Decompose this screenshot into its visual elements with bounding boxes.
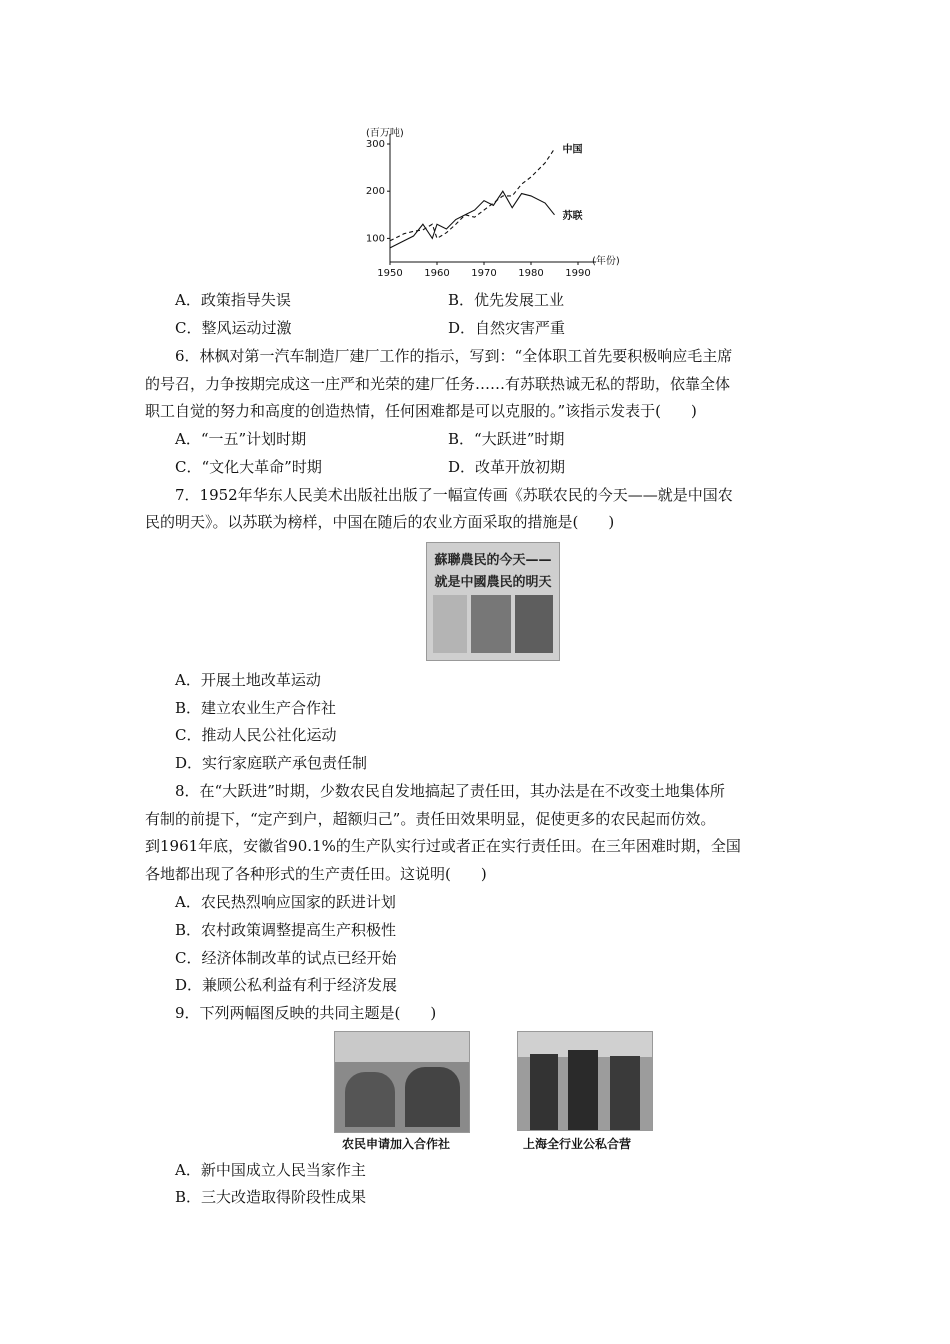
- y-tick-label: 300: [365, 139, 385, 150]
- q7-option-a[interactable]: A．开展土地改革运动: [175, 671, 321, 689]
- q9-option-a[interactable]: A．新中国成立人民当家作主: [175, 1161, 366, 1179]
- q8-stem-line: 8．在“大跃进”时期，少数农民自发地搞起了责任田，其办法是在不改变土地集体所: [175, 782, 725, 800]
- q7-option-d[interactable]: D．实行家庭联产承包责任制: [175, 754, 368, 772]
- q9-stem-line: 9．下列两幅图反映的共同主题是( ): [175, 1004, 437, 1022]
- q5-option-c[interactable]: C．整风运动过激: [175, 319, 292, 337]
- x-tick-label: 1960: [424, 268, 450, 279]
- poster-text-column: [433, 595, 467, 653]
- q8-option-d[interactable]: D．兼顾公私利益有利于经济发展: [175, 976, 398, 994]
- poster-title-line: 蘇聯農民的今天——: [434, 553, 552, 568]
- x-tick-label: 1950: [377, 268, 403, 279]
- q8-option-a[interactable]: A．农民热烈响应国家的跃进计划: [175, 893, 396, 911]
- poster-title-line: 就是中國農民的明天: [434, 575, 552, 590]
- x-tick-label: 1970: [471, 268, 497, 279]
- poster-photo: [471, 595, 511, 653]
- q8-option-b[interactable]: B．农村政策调整提高生产积极性: [175, 921, 397, 939]
- q5-option-d[interactable]: D．自然灾害严重: [448, 319, 566, 337]
- q5-option-b[interactable]: B．优先发展工业: [448, 291, 565, 309]
- series-line-china: [390, 149, 555, 241]
- poster-photo: [515, 595, 553, 653]
- left-photo-caption: 农民申请加入合作社: [342, 1137, 451, 1151]
- q6-stem-line: 职工自觉的努力和高度的创造热情，任何困难都是可以克服的。”该指示发表于( ): [145, 402, 697, 420]
- right-photo-caption: 上海全行业公私合营: [523, 1137, 632, 1151]
- series-line-ussr: [390, 191, 555, 248]
- q6-option-c[interactable]: C．“文化大革命”时期: [175, 458, 322, 476]
- q8-option-c[interactable]: C．经济体制改革的试点已经开始: [175, 949, 397, 967]
- q6-stem-line: 的号召，力争按期完成这一庄严和光荣的建厂任务……有苏联热诚无私的帮助，依靠全体: [145, 375, 731, 393]
- x-tick-label: 1990: [565, 268, 591, 279]
- chart-labels: [366, 126, 620, 279]
- chart-series: [390, 149, 555, 248]
- q8-stem-line: 到1961年底，安徽省90.1%的生产队实行过或者正在实行责任田。在三年困难时期，全国: [145, 837, 741, 855]
- q7-stem-line: 7．1952年华东人民美术出版社出版了一幅宣传画《苏联农民的今天——就是中国农: [175, 486, 733, 504]
- q8-stem-line: 各地都出现了各种形式的生产责任田。这说明( ): [145, 865, 487, 883]
- y-tick-label: 100: [365, 233, 385, 245]
- q6-option-d[interactable]: D．改革开放初期: [448, 458, 566, 476]
- x-tick-label: 1980: [518, 268, 544, 279]
- shanghai-joint-venture-photo: [517, 1031, 653, 1131]
- q9-option-b[interactable]: B．三大改造取得阶段性成果: [175, 1188, 367, 1206]
- q6-option-b[interactable]: B．“大跃进”时期: [448, 430, 565, 448]
- farmers-cooperative-photo: [334, 1031, 470, 1133]
- q5-option-a[interactable]: A．政策指导失误: [175, 291, 291, 309]
- q6-option-a[interactable]: A．“一五”计划时期: [175, 430, 307, 448]
- series-label: 苏联: [562, 210, 583, 222]
- q8-stem-line: 有制的前提下，“定产到户，超额归己”。责任田效果明显，促使更多的农民起而仿效。: [145, 810, 716, 828]
- steel-output-chart: [360, 122, 630, 282]
- x-axis-label: (年份): [592, 256, 620, 267]
- q7-stem-line: 民的明天》。以苏联为榜样，中国在随后的农业方面采取的措施是( ): [145, 513, 615, 531]
- y-axis-label: (百万吨): [366, 128, 404, 139]
- propaganda-poster-image: [426, 542, 560, 661]
- y-tick-label: 200: [365, 186, 385, 198]
- q7-option-c[interactable]: C．推动人民公社化运动: [175, 726, 337, 744]
- series-label: 中国: [562, 144, 583, 156]
- q7-option-b[interactable]: B．建立农业生产合作社: [175, 699, 337, 717]
- q6-stem-line: 6．林枫对第一汽车制造厂建厂工作的指示，写到：“全体职工首先要积极响应毛主席: [175, 347, 733, 365]
